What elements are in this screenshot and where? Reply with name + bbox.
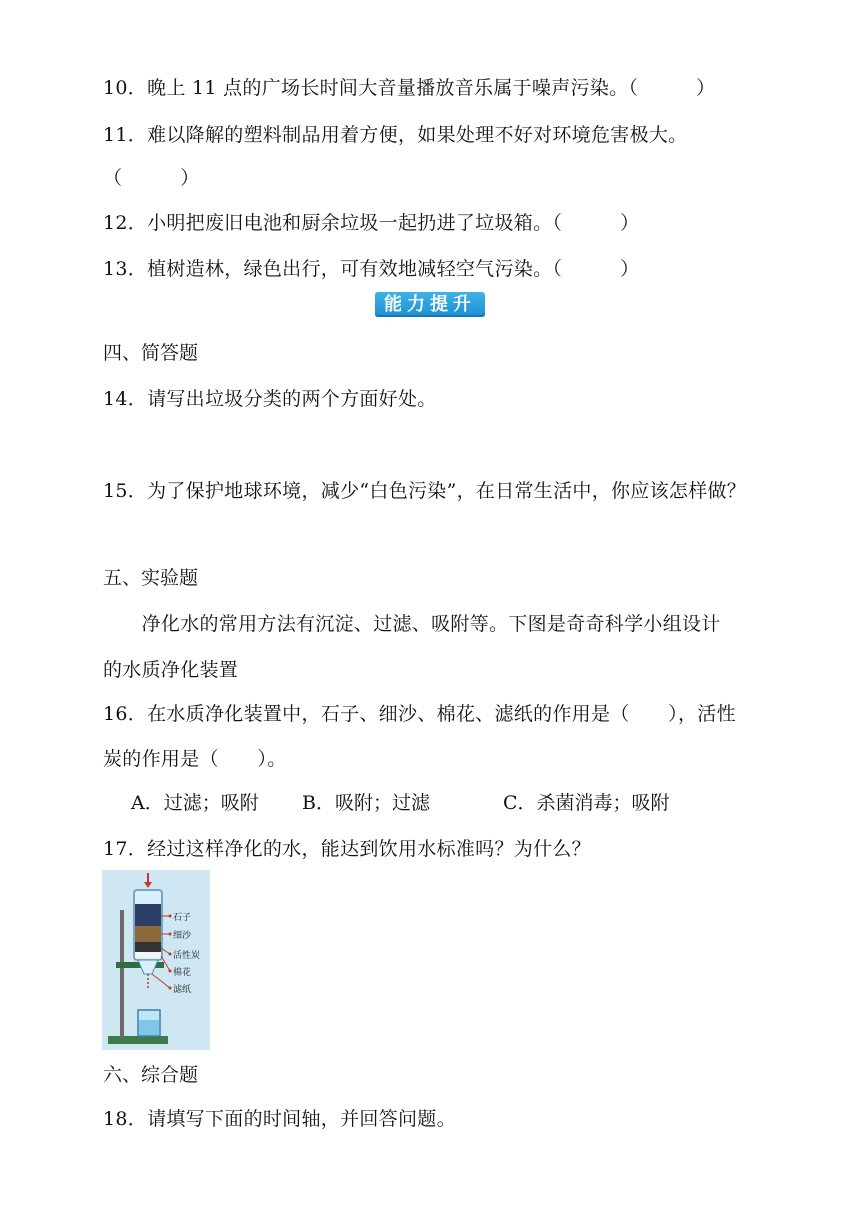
label-dot — [169, 933, 172, 936]
question-17: 17．经过这样净化的水，能达到饮用水标准吗？为什么？ — [103, 838, 591, 860]
label-dot — [169, 953, 172, 956]
ability-badge: 能力提升 — [375, 292, 485, 317]
section-6-title: 六、综合题 — [103, 1064, 199, 1086]
question-13: 13．植树造林，绿色出行，可有效地减轻空气污染。（ ） — [103, 258, 640, 280]
stand-rod — [120, 910, 124, 1038]
beaker-water — [139, 1020, 159, 1035]
stones-layer — [135, 904, 161, 926]
cotton-layer — [135, 952, 161, 958]
option-a: A．过滤；吸附 — [131, 792, 259, 814]
label-pointer — [152, 974, 170, 988]
question-16-line-1: 16．在水质净化装置中，石子、细沙、棉花、滤纸的作用是（ ），活性 — [103, 703, 736, 725]
stand-base — [108, 1036, 168, 1044]
question-10: 10．晚上 11 点的广场长时间大音量播放音乐属于噪声污染。（ ） — [103, 77, 716, 99]
label-dot — [169, 970, 172, 973]
label-stones: 石子 — [173, 913, 192, 923]
water-purifier-figure — [102, 870, 210, 1050]
label-carbon: 活性炭 — [173, 951, 201, 961]
question-14: 14．请写出垃圾分类的两个方面好处。 — [103, 388, 437, 410]
water-purifier-illustration — [102, 870, 210, 1050]
experiment-intro-line-1: 净化水的常用方法有沉淀、过滤、吸附等。下图是奇奇科学小组设计 — [103, 613, 721, 635]
question-11: 11．难以降解的塑料制品用着方便，如果处理不好对环境危害极大。 — [103, 124, 688, 146]
bottle-neck — [138, 960, 158, 974]
experiment-intro-line-2: 的水质净化装置 — [103, 659, 239, 681]
section-5-title: 五、实验题 — [103, 567, 199, 589]
sand-layer — [135, 926, 161, 942]
question-12: 12．小明把废旧电池和厨余垃圾一起扔进了垃圾箱。（ ） — [103, 212, 640, 234]
section-4-title: 四、简答题 — [103, 342, 199, 364]
option-c: C．杀菌消毒；吸附 — [503, 792, 670, 814]
label-dot — [169, 915, 172, 918]
option-b: B．吸附；过滤 — [302, 792, 430, 814]
question-11-answer-blank: （ ） — [103, 167, 200, 189]
carbon-layer — [135, 942, 161, 952]
label-cotton: 棉花 — [173, 968, 192, 978]
label-dot — [169, 987, 172, 990]
label-sand: 细沙 — [173, 931, 192, 941]
question-15: 15．为了保护地球环境，减少“白色污染”，在日常生活中，你应该怎样做？ — [103, 480, 747, 502]
question-18: 18．请填写下面的时间轴，并回答问题。 — [103, 1108, 456, 1130]
inlet-arrow-head — [144, 882, 152, 888]
question-16-line-2: 炭的作用是（ ）。 — [103, 748, 287, 770]
label-paper: 滤纸 — [173, 985, 192, 995]
